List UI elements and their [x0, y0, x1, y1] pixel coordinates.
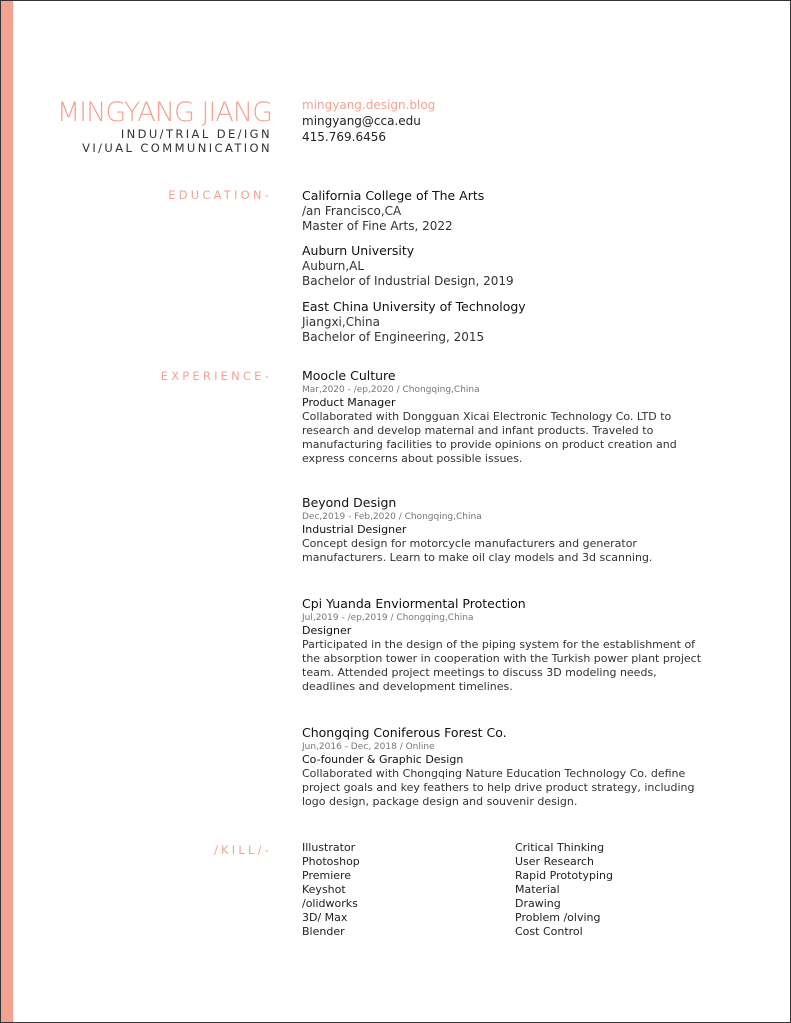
skill-item: Critical Thinking: [515, 841, 605, 854]
school-location: Jiangxi,China: [302, 315, 380, 329]
job-dates: Jun,2016 - Dec, 2018 / Online: [302, 742, 435, 752]
company-name: Cpi Yuanda Enviormental Protection: [302, 596, 526, 611]
skill-item: Photoshop: [302, 855, 360, 868]
education-item: [302, 188, 702, 234]
skill-item: Blender: [302, 925, 345, 938]
section-heading-education: EDUCATION-: [168, 188, 272, 202]
school-name: East China University of Technology: [302, 299, 526, 314]
job-description: Collaborated with Chongqing Nature Education Technology Co. define project goals and key feathers to help drive product strategy, including logo design, package design and souvenir design.: [302, 767, 695, 808]
job-role: Designer: [302, 624, 352, 637]
job-role: Industrial Designer: [302, 523, 407, 536]
skills-list-left: [302, 841, 360, 939]
school-location: /an Francisco,CA: [302, 204, 402, 218]
section-heading-experience: EXPERIENCE-: [160, 369, 272, 383]
skill-item: 3D/ Max: [302, 911, 348, 924]
skill-item: /olidworks: [302, 897, 358, 910]
skill-item: Rapid Prototyping: [515, 869, 613, 882]
job-description: Concept design for motorcycle manufacturers and generator manufacturers. Learn to make oil clay models and 3d scanning.: [302, 537, 653, 564]
school-name: Auburn University: [302, 243, 415, 258]
skill-item: Material: [515, 883, 560, 896]
skill-item: Drawing: [515, 897, 561, 910]
school-location: Auburn,AL: [302, 259, 365, 273]
contact-info: [302, 97, 435, 145]
job-description: Collaborated with Dongguan Xicai Electronic Technology Co. LTD to research and develop maternal and infant products. Traveled to manufacturing facilities to provide opinions on product creation and express concerns about possible issues.: [302, 410, 677, 465]
experience-item: [302, 368, 702, 466]
job-role: Co-founder & Graphic Design: [302, 753, 464, 766]
company-name: Moocle Culture: [302, 368, 396, 383]
skill-item: Problem /olving: [515, 911, 601, 924]
job-dates: Mar,2020 - /ep,2020 / Chongqing,China: [302, 385, 480, 395]
skill-item: Cost Control: [515, 925, 583, 938]
skill-item: Keyshot: [302, 883, 346, 896]
degree: Bachelor of Industrial Design, 2019: [302, 274, 514, 288]
company-name: Chongqing Coniferous Forest Co.: [302, 725, 507, 740]
company-name: Beyond Design: [302, 495, 397, 510]
job-dates: Dec,2019 - Feb,2020 / Chongqing,China: [302, 512, 482, 522]
website-link[interactable]: mingyang.design.blog: [302, 98, 436, 112]
subtitle-industrial-design: INDU/TRIAL DE/IGN: [120, 127, 272, 141]
experience-item: [302, 725, 702, 809]
school-name: California College of The Arts: [302, 188, 485, 203]
job-role: Product Manager: [302, 396, 396, 409]
degree: Master of Fine Arts, 2022: [302, 219, 453, 233]
email-link[interactable]: mingyang@cca.edu: [302, 114, 421, 128]
skill-item: User Research: [515, 855, 595, 868]
degree: Bachelor of Engineering, 2015: [302, 330, 485, 344]
experience-item: [302, 596, 702, 694]
subtitle-visual-communication: VI/UAL COMMUNICATION: [82, 141, 272, 155]
job-description: Participated in the design of the piping system for the establishment of the absorption tower in cooperation with the Turkish power plant project team. Attended project meetings to discuss 3D modeling needs, deadlines and development timelines.: [302, 638, 702, 693]
skill-item: Premiere: [302, 869, 352, 882]
skill-item: Illustrator: [302, 841, 356, 854]
education-item: [302, 243, 702, 289]
experience-item: [302, 495, 702, 565]
phone-number: 415.769.6456: [302, 130, 386, 144]
education-item: [302, 299, 702, 345]
job-dates: Jul,2019 - /ep,2019 / Chongqing,China: [302, 613, 474, 623]
accent-stripe: [1, 1, 13, 1022]
section-heading-skills: /KILL/-: [213, 843, 272, 857]
skills-list-right: [515, 841, 613, 939]
resume-name: MINGYANG JIANG: [56, 97, 272, 128]
